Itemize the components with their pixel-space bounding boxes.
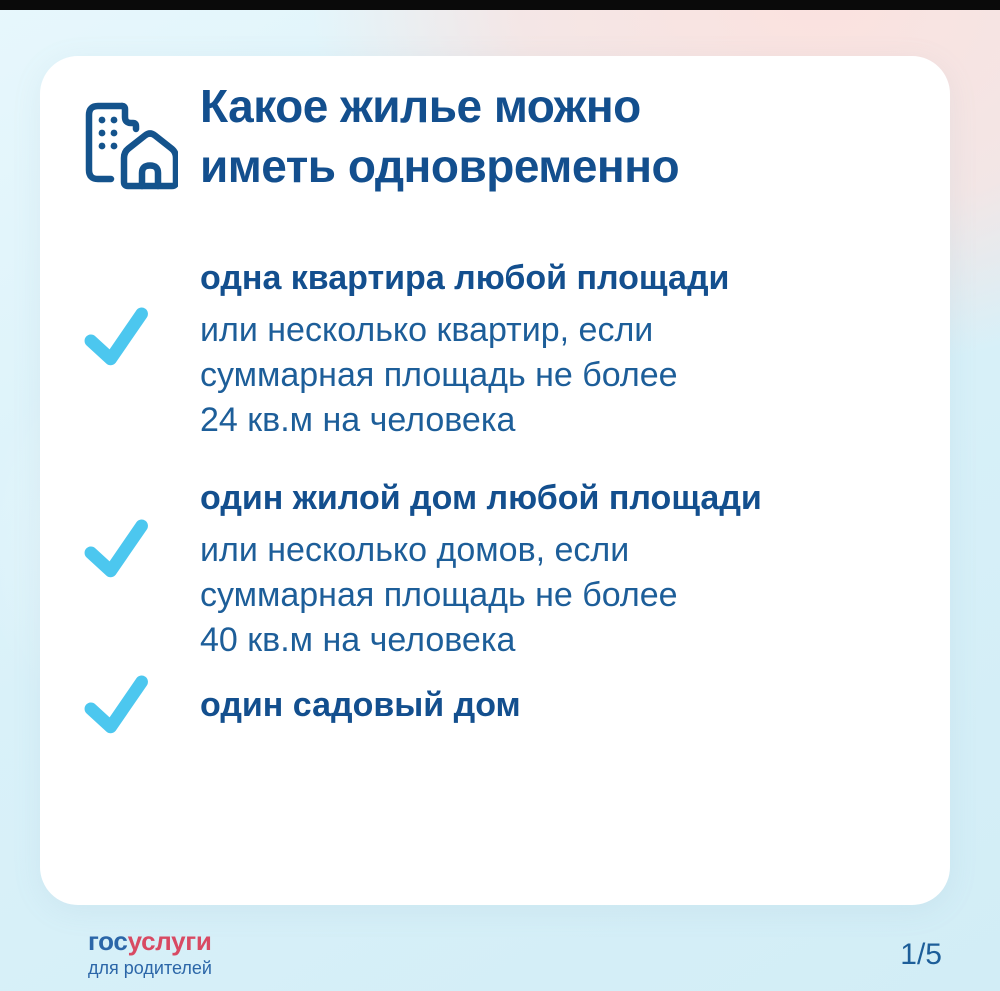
item-body-line: или несколько квартир, если [200,311,654,349]
top-letterbox-bar [0,0,1000,10]
building-with-house-icon [78,96,178,196]
item-body-line: суммарная площадь не более [200,576,678,614]
item-body-line: суммарная площадь не более [200,356,678,394]
checkmark-icon [82,515,152,585]
list-item [200,476,840,663]
page-indicator: 1/5 [900,938,942,971]
list-item [200,256,840,443]
content-card [40,56,950,905]
item-body-line: или несколько домов, если [200,531,630,569]
item-body-line: 40 кв.м на человека [200,621,516,659]
page-title-line-1: Какое жилье можно [200,80,641,132]
gosuslugi-logo-text [88,926,212,956]
item-heading: один жилой дом любой площади [200,479,762,517]
gosuslugi-logo [88,926,212,979]
item-body-line: 24 кв.м на человека [200,401,516,439]
checkmark-icon [82,671,152,741]
logo-subtitle: для родителей [88,958,212,978]
checkmark-icon [82,303,152,373]
logo-text-red: услуги [127,926,212,956]
list-item [200,683,840,735]
logo-text-blue: гос [88,926,128,956]
item-heading: одна квартира любой площади [200,259,730,297]
page-title [200,76,679,196]
page-title-line-2: иметь одновременно [200,140,680,192]
item-heading: один садовый дом [200,686,521,724]
